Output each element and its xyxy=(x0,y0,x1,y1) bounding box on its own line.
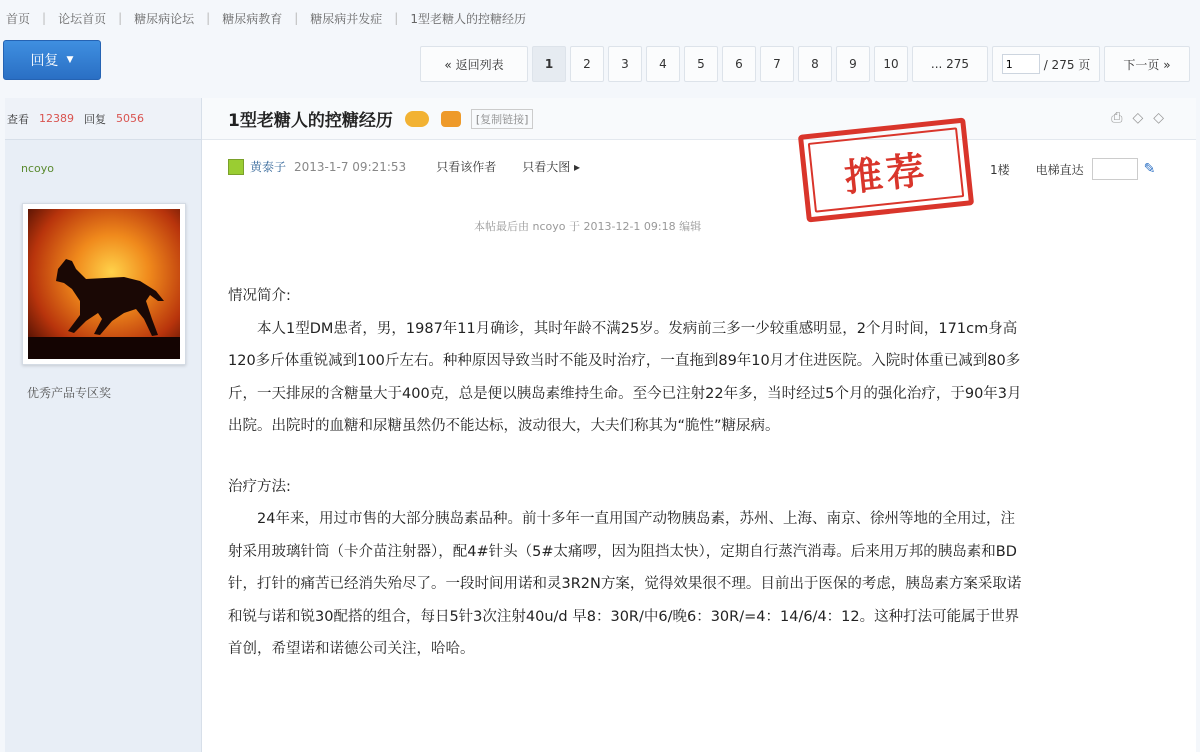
pagination-page[interactable]: 1 xyxy=(532,46,566,82)
pagination-page[interactable]: 8 xyxy=(798,46,832,82)
section-paragraph: 24年来，用过市售的大部分胰岛素品种。前十多年一直用国产动物胰岛素，苏州、上海、南京、徐州等地的全用过，注射采用玻璃针筒（卡介苗注射器），配4#针头（5#太痛啰，因为阻挡太快），定期自行蒸汽消毒。后来用万邦的胰岛素和BD针，打针的痛苦已经消失殆尽了。一段时间用诺和灵3R2N方案，觉得效果很不理。目前出于医保的考虑，胰岛素方案采取诺和锐与诺和锐30配搭的组合，每日5针3次注射40u/d 早8：30R/中6/晚6：30R/=4：14/6/4：12。这种打法可能属于世界首创，希望诺和诺德公司关注，哈哈。 xyxy=(228,511,1022,657)
breadcrumb-item-board[interactable]: 糖尿病论坛 xyxy=(134,11,195,26)
pagination-page[interactable]: 7 xyxy=(760,46,794,82)
floor-jump-input[interactable] xyxy=(1092,158,1138,180)
only-author-link[interactable]: 只看该作者 xyxy=(436,160,497,174)
print-icon[interactable]: ⎙ xyxy=(1111,110,1123,126)
page-number-input[interactable] xyxy=(1002,54,1040,74)
breadcrumb-item-forum[interactable]: 论坛首页 xyxy=(58,11,107,26)
breadcrumb-item-education[interactable]: 糖尿病教育 xyxy=(222,11,283,26)
pagination-page[interactable]: 2 xyxy=(570,46,604,82)
caret-down-icon: ▼ xyxy=(66,55,74,65)
rating-badge-icon xyxy=(441,111,461,127)
copy-link-button[interactable]: [复制链接] xyxy=(471,109,534,129)
breadcrumb-separator: | xyxy=(118,11,123,25)
prev-thread-icon[interactable]: ◇ xyxy=(1132,110,1144,126)
pen-icon[interactable]: ✎ xyxy=(1143,161,1156,177)
horse-avatar-image xyxy=(28,209,180,359)
page-title: 1型老糖人的控糖经历 xyxy=(228,111,393,131)
pagination-next-button[interactable]: 下一页 » xyxy=(1104,46,1190,82)
user-small-icon xyxy=(228,159,244,175)
pagination-page[interactable]: 3 xyxy=(608,46,642,82)
next-thread-icon[interactable]: ◇ xyxy=(1153,110,1164,126)
author-username[interactable]: ncoyo xyxy=(21,162,54,175)
post-content xyxy=(228,280,1028,666)
pagination xyxy=(420,46,1190,84)
pagination-page[interactable]: 10 xyxy=(874,46,908,82)
pagination-page[interactable]: 6 xyxy=(722,46,756,82)
breadcrumb-separator: | xyxy=(42,11,47,25)
floor-controls xyxy=(990,158,1155,180)
hot-badge-icon xyxy=(405,111,429,127)
reply-button-label: 回复 xyxy=(30,53,59,69)
post-title-bar xyxy=(202,98,1196,140)
section-paragraph: 本人1型DM患者，男，1987年11月确诊，其时年龄不满25岁。发病前三多一少较重感明显，2个月时间，171cm身高120多斤体重锐减到100斤左右。种种原因导致当时不能及时治疗，一直拖到89年10月才住进医院。入院时体重已减到80多斤，一天排尿的含糖量大于400克，总是便以胰岛素维持生命。至今已注射22年多，当时经过5个月的强化治疗，于90年3月出院。出院时的血糖和尿糖虽然仍不能达标，波动很大，大夫们称其为“脆性”糖尿病。 xyxy=(228,320,1022,434)
breadcrumb-item-home[interactable]: 首页 xyxy=(6,11,31,26)
pagination-last-page[interactable]: ... 275 xyxy=(912,46,988,82)
post-area xyxy=(202,98,1196,752)
pagination-page[interactable]: 9 xyxy=(836,46,870,82)
breadcrumb-item-thread[interactable]: 1型老糖人的控糖经历 xyxy=(410,11,526,26)
post-author[interactable]: 黄泰子 xyxy=(250,160,287,174)
replies-count: 5056 xyxy=(116,112,144,125)
floor-number: 1楼 xyxy=(990,162,1010,177)
pagination-page[interactable]: 5 xyxy=(684,46,718,82)
breadcrumb-item-complication[interactable]: 糖尿病并发症 xyxy=(310,11,383,26)
breadcrumb xyxy=(0,0,1200,36)
avatar[interactable] xyxy=(22,203,186,365)
pagination-total: / 275 页 xyxy=(1043,57,1091,72)
author-sidebar xyxy=(5,98,202,752)
views-count: 12389 xyxy=(39,112,74,125)
pagination-jump xyxy=(992,46,1100,82)
title-tools xyxy=(1111,110,1164,126)
pagination-back-to-list[interactable]: « 返回列表 xyxy=(420,46,528,82)
pagination-page[interactable]: 4 xyxy=(646,46,680,82)
edit-notice: 本帖最后由 ncoyo 于 2013-12-1 09:18 编辑 xyxy=(474,220,702,233)
breadcrumb-separator: | xyxy=(206,11,211,25)
views-label: 查看 xyxy=(7,112,29,126)
replies-label: 回复 xyxy=(84,112,106,126)
reply-button[interactable] xyxy=(3,40,101,80)
breadcrumb-separator: | xyxy=(294,11,299,25)
view-mode-link[interactable]: 只看大图 ▸ xyxy=(522,160,581,174)
recommend-stamp-text: 推荐 xyxy=(842,147,931,200)
jump-label: 电梯直达 xyxy=(1035,162,1084,177)
section-heading: 情况简介: xyxy=(228,288,291,304)
breadcrumb-separator: | xyxy=(394,11,399,25)
post-time: 2013-1-7 09:21:53 xyxy=(294,159,407,174)
thread-stats xyxy=(5,98,201,140)
author-signature: 优秀产品专区奖 xyxy=(27,386,112,400)
post-meta xyxy=(228,158,606,175)
recommend-stamp xyxy=(798,117,974,222)
section-heading: 治疗方法: xyxy=(228,478,291,495)
